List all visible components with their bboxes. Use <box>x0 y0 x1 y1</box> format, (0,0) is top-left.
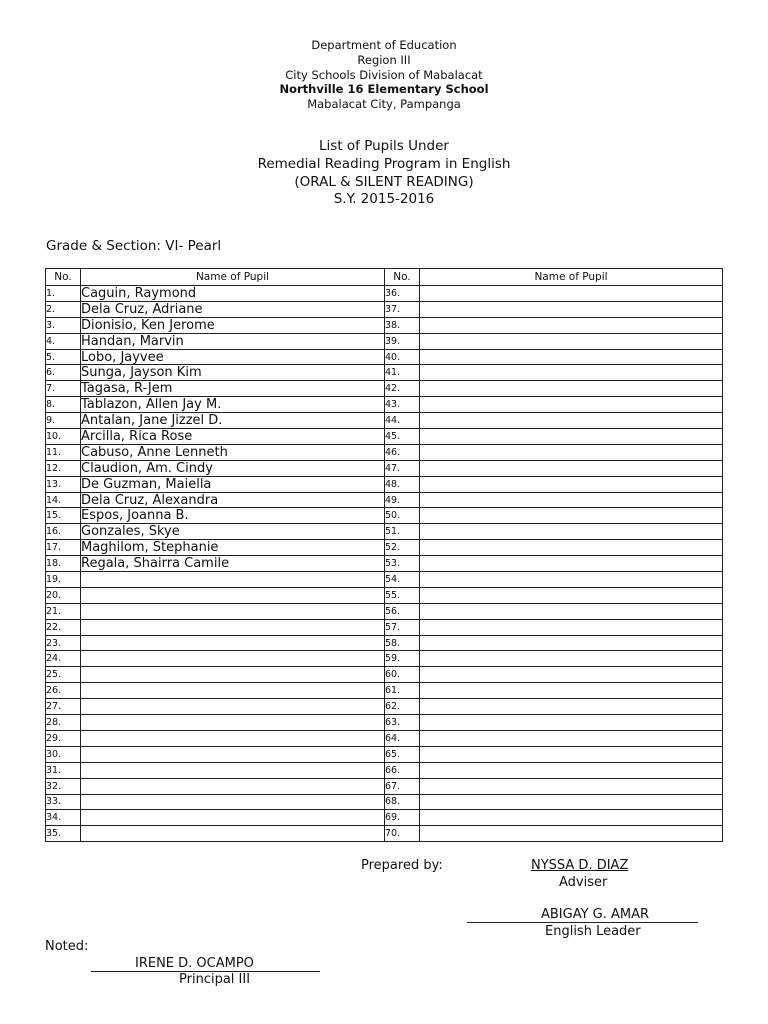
leader-signature-line <box>467 922 698 923</box>
row-number-2: 38. <box>385 317 420 333</box>
row-number: 31. <box>46 762 81 778</box>
pupil-name-2 <box>420 429 723 445</box>
row-number: 26. <box>46 683 81 699</box>
prepared-by-label: Prepared by: <box>361 858 443 873</box>
pupil-name <box>81 730 385 746</box>
pupil-name <box>81 762 385 778</box>
row-number-2: 59. <box>385 651 420 667</box>
pupil-rows <box>46 286 723 842</box>
principal-name: IRENE D. OCAMPO <box>135 956 254 971</box>
table-row <box>46 667 723 683</box>
table-row <box>46 730 723 746</box>
pupil-name <box>81 572 385 588</box>
row-number-2: 39. <box>385 333 420 349</box>
row-number-2: 60. <box>385 667 420 683</box>
row-number-2: 61. <box>385 683 420 699</box>
title-line-3: (ORAL & SILENT READING) <box>294 173 474 190</box>
header-no-2: No. <box>385 269 420 286</box>
row-number-2: 47. <box>385 460 420 476</box>
pupil-name: Caguin, Raymond <box>81 286 385 302</box>
pupil-name <box>81 826 385 842</box>
pupil-name-2 <box>420 286 723 302</box>
pupil-name-2 <box>420 619 723 635</box>
row-number: 9. <box>46 413 81 429</box>
row-number: 24. <box>46 651 81 667</box>
pupil-name <box>81 794 385 810</box>
row-number-2: 42. <box>385 381 420 397</box>
table-row <box>46 603 723 619</box>
document-title <box>0 138 768 209</box>
table-row <box>46 397 723 413</box>
row-number: 11. <box>46 444 81 460</box>
leader-name: ABIGAY G. AMAR <box>541 907 650 922</box>
row-number-2: 48. <box>385 476 420 492</box>
principal-role: Principal III <box>179 972 251 987</box>
table-row <box>46 587 723 603</box>
row-number-2: 45. <box>385 429 420 445</box>
row-number-2: 52. <box>385 540 420 556</box>
row-number-2: 53. <box>385 556 420 572</box>
row-number: 4. <box>46 333 81 349</box>
pupil-name <box>81 699 385 715</box>
adviser-name: NYSSA D. DIAZ <box>531 858 629 873</box>
table-row <box>46 794 723 810</box>
pupil-name: Regala, Shairra Camile <box>81 556 385 572</box>
division-line: City Schools Division of Mabalacat <box>285 67 483 82</box>
pupil-name <box>81 746 385 762</box>
row-number: 14. <box>46 492 81 508</box>
row-number-2: 49. <box>385 492 420 508</box>
row-number: 12. <box>46 460 81 476</box>
row-number: 35. <box>46 826 81 842</box>
table-row <box>46 540 723 556</box>
leader-role: English Leader <box>545 924 641 939</box>
table-row <box>46 413 723 429</box>
row-number-2: 70. <box>385 826 420 842</box>
row-number-2: 40. <box>385 349 420 365</box>
row-number-2: 37. <box>385 301 420 317</box>
table-row <box>46 301 723 317</box>
pupil-name <box>81 683 385 699</box>
pupil-name: Tablazon, Allen Jay M. <box>81 397 385 413</box>
table-row <box>46 333 723 349</box>
pupil-name: Cabuso, Anne Lenneth <box>81 444 385 460</box>
pupil-name-2 <box>420 667 723 683</box>
pupil-name-2 <box>420 349 723 365</box>
pupil-name: Sunga, Jayson Kim <box>81 365 385 381</box>
row-number: 32. <box>46 778 81 794</box>
row-number-2: 55. <box>385 587 420 603</box>
row-number: 28. <box>46 715 81 731</box>
pupil-name-2 <box>420 762 723 778</box>
pupil-name-2 <box>420 492 723 508</box>
pupil-name: De Guzman, Maiella <box>81 476 385 492</box>
table-row <box>46 699 723 715</box>
row-number-2: 68. <box>385 794 420 810</box>
pupil-name: Gonzales, Skye <box>81 524 385 540</box>
row-number: 22. <box>46 619 81 635</box>
pupil-name-2 <box>420 333 723 349</box>
table-row <box>46 778 723 794</box>
pupil-name-2 <box>420 524 723 540</box>
pupil-name-2 <box>420 508 723 524</box>
table-row <box>46 429 723 445</box>
pupil-name <box>81 587 385 603</box>
pupil-name-2 <box>420 572 723 588</box>
row-number-2: 54. <box>385 572 420 588</box>
pupil-name-2 <box>420 587 723 603</box>
region-line: Region III <box>357 52 411 67</box>
pupil-name-2 <box>420 444 723 460</box>
pupil-name-2 <box>420 810 723 826</box>
pupil-name-2 <box>420 540 723 556</box>
table-row <box>46 810 723 826</box>
table-row <box>46 619 723 635</box>
pupil-name-2 <box>420 603 723 619</box>
row-number: 15. <box>46 508 81 524</box>
pupil-name: Lobo, Jayvee <box>81 349 385 365</box>
pupil-name: Espos, Joanna B. <box>81 508 385 524</box>
row-number: 30. <box>46 746 81 762</box>
table-row <box>46 746 723 762</box>
row-number-2: 65. <box>385 746 420 762</box>
school-name: Northville 16 Elementary School <box>279 82 489 97</box>
pupil-name: Dela Cruz, Adriane <box>81 301 385 317</box>
pupil-name: Antalan, Jane Jizzel D. <box>81 413 385 429</box>
pupil-name <box>81 619 385 635</box>
row-number-2: 46. <box>385 444 420 460</box>
row-number: 10. <box>46 429 81 445</box>
row-number: 3. <box>46 317 81 333</box>
table-row <box>46 349 723 365</box>
row-number-2: 58. <box>385 635 420 651</box>
pupil-table <box>45 268 723 842</box>
title-line-4: S.Y. 2015-2016 <box>333 191 435 208</box>
pupil-name <box>81 651 385 667</box>
table-row <box>46 524 723 540</box>
row-number: 29. <box>46 730 81 746</box>
row-number: 20. <box>46 587 81 603</box>
row-number-2: 44. <box>385 413 420 429</box>
row-number-2: 36. <box>385 286 420 302</box>
pupil-name <box>81 778 385 794</box>
pupil-name: Maghilom, Stephanie <box>81 540 385 556</box>
pupil-name-2 <box>420 730 723 746</box>
noted-label: Noted: <box>45 939 89 954</box>
pupil-name <box>81 715 385 731</box>
pupil-name-2 <box>420 556 723 572</box>
pupil-name-2 <box>420 635 723 651</box>
table-row <box>46 444 723 460</box>
pupil-name-2 <box>420 476 723 492</box>
row-number-2: 62. <box>385 699 420 715</box>
title-line-1: List of Pupils Under <box>319 138 449 154</box>
pupil-name <box>81 603 385 619</box>
pupil-name: Handan, Marvin <box>81 333 385 349</box>
row-number-2: 67. <box>385 778 420 794</box>
row-number-2: 66. <box>385 762 420 778</box>
pupil-name-2 <box>420 413 723 429</box>
pupil-name-2 <box>420 715 723 731</box>
row-number: 1. <box>46 286 81 302</box>
row-number: 19. <box>46 572 81 588</box>
pupil-name: Arcilla, Rica Rose <box>81 429 385 445</box>
pupil-name-2 <box>420 365 723 381</box>
row-number: 13. <box>46 476 81 492</box>
pupil-name-2 <box>420 778 723 794</box>
table-row <box>46 556 723 572</box>
row-number-2: 63. <box>385 715 420 731</box>
adviser-role: Adviser <box>559 875 608 890</box>
pupil-name <box>81 667 385 683</box>
row-number-2: 41. <box>385 365 420 381</box>
row-number-2: 57. <box>385 619 420 635</box>
pupil-name <box>81 810 385 826</box>
table-row <box>46 651 723 667</box>
pupil-name-2 <box>420 397 723 413</box>
pupil-name-2 <box>420 826 723 842</box>
row-number: 18. <box>46 556 81 572</box>
row-number: 2. <box>46 301 81 317</box>
pupil-name: Dionisio, Ken Jerome <box>81 317 385 333</box>
department-line: Department of Education <box>311 38 457 52</box>
header-name-2: Name of Pupil <box>420 269 723 286</box>
pupil-name-2 <box>420 746 723 762</box>
pupil-name-2 <box>420 794 723 810</box>
table-row <box>46 572 723 588</box>
table-row <box>46 715 723 731</box>
header-name: Name of Pupil <box>81 269 385 286</box>
pupil-name-2 <box>420 381 723 397</box>
row-number-2: 69. <box>385 810 420 826</box>
table-row <box>46 476 723 492</box>
table-row <box>46 826 723 842</box>
row-number-2: 64. <box>385 730 420 746</box>
row-number: 27. <box>46 699 81 715</box>
row-number-2: 56. <box>385 603 420 619</box>
row-number-2: 51. <box>385 524 420 540</box>
table-row <box>46 762 723 778</box>
row-number: 33. <box>46 794 81 810</box>
row-number: 25. <box>46 667 81 683</box>
pupil-name: Claudion, Am. Cindy <box>81 460 385 476</box>
row-number: 34. <box>46 810 81 826</box>
pupil-name: Dela Cruz, Alexandra <box>81 492 385 508</box>
row-number-2: 50. <box>385 508 420 524</box>
pupil-name-2 <box>420 301 723 317</box>
title-line-2: Remedial Reading Program in English <box>257 155 511 172</box>
row-number: 21. <box>46 603 81 619</box>
row-number: 17. <box>46 540 81 556</box>
table-row <box>46 460 723 476</box>
row-number: 7. <box>46 381 81 397</box>
row-number: 5. <box>46 349 81 365</box>
pupil-name <box>81 635 385 651</box>
row-number: 8. <box>46 397 81 413</box>
grade-section: Grade & Section: VI- Pearl <box>46 238 222 254</box>
table-row <box>46 635 723 651</box>
school-address: Mabalacat City, Pampanga <box>307 97 461 112</box>
pupil-name-2 <box>420 651 723 667</box>
pupil-name-2 <box>420 317 723 333</box>
table-row <box>46 381 723 397</box>
header-no: No. <box>46 269 81 286</box>
row-number: 23. <box>46 635 81 651</box>
table-row <box>46 286 723 302</box>
row-number-2: 43. <box>385 397 420 413</box>
table-row <box>46 492 723 508</box>
row-number: 6. <box>46 365 81 381</box>
pupil-name: Tagasa, R-Jem <box>81 381 385 397</box>
table-row <box>46 508 723 524</box>
row-number: 16. <box>46 524 81 540</box>
table-row <box>46 317 723 333</box>
pupil-name-2 <box>420 460 723 476</box>
table-row <box>46 365 723 381</box>
pupil-name-2 <box>420 699 723 715</box>
pupil-name-2 <box>420 683 723 699</box>
table-header-row <box>46 269 723 286</box>
table-row <box>46 683 723 699</box>
document-header <box>0 38 768 112</box>
